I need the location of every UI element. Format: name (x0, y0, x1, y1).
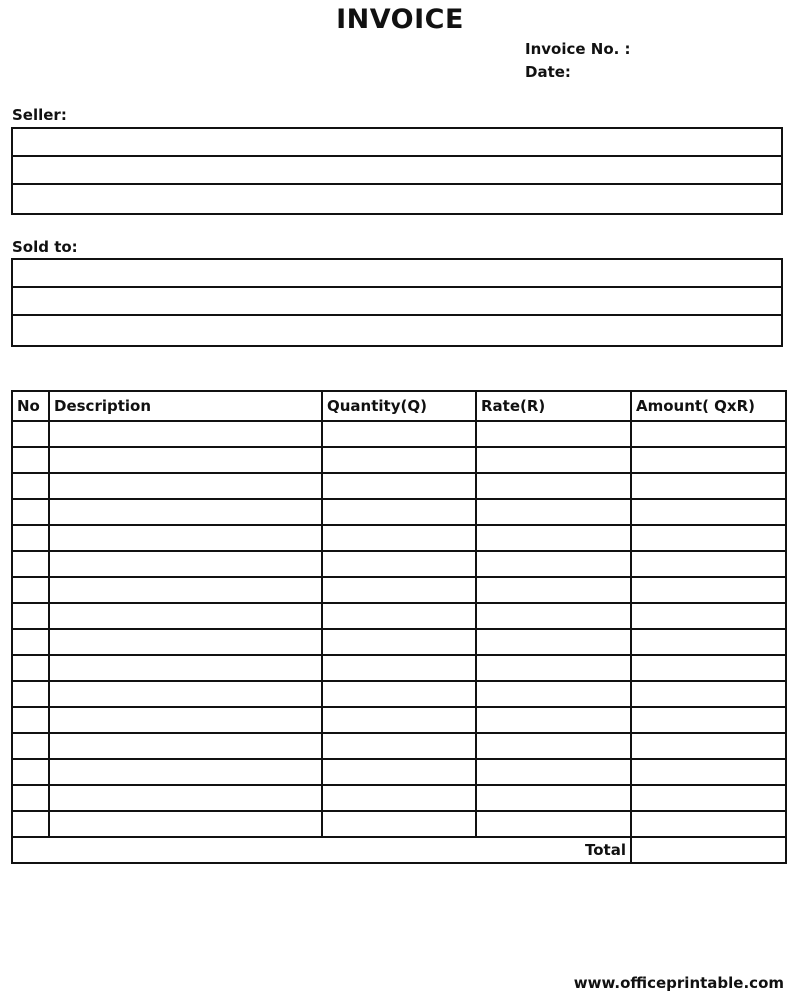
seller-line-1[interactable] (13, 129, 781, 157)
table-row (12, 421, 786, 447)
no-cell[interactable] (12, 785, 49, 811)
no-cell[interactable] (12, 811, 49, 837)
amount-cell[interactable] (631, 473, 786, 499)
total-amount-cell[interactable] (631, 837, 786, 863)
quantity-cell[interactable] (322, 525, 476, 551)
table-row (12, 525, 786, 551)
seller-line-2[interactable] (13, 157, 781, 185)
rate-cell[interactable] (476, 655, 631, 681)
table-row (12, 759, 786, 785)
amount-cell[interactable] (631, 577, 786, 603)
description-cell[interactable] (49, 681, 322, 707)
description-cell[interactable] (49, 499, 322, 525)
description-cell[interactable] (49, 551, 322, 577)
sold-to-line-2[interactable] (13, 288, 781, 316)
invoice-date-label: Date: (525, 63, 571, 81)
description-cell[interactable] (49, 473, 322, 499)
quantity-cell[interactable] (322, 473, 476, 499)
amount-cell[interactable] (631, 525, 786, 551)
table-header-row (12, 391, 786, 421)
seller-line-3[interactable] (13, 185, 781, 213)
description-cell[interactable] (49, 577, 322, 603)
quantity-cell[interactable] (322, 681, 476, 707)
no-cell[interactable] (12, 577, 49, 603)
rate-cell[interactable] (476, 577, 631, 603)
description-cell[interactable] (49, 421, 322, 447)
table-row (12, 603, 786, 629)
footer-website: www.officeprintable.com (573, 974, 784, 992)
amount-cell[interactable] (631, 759, 786, 785)
no-cell[interactable] (12, 473, 49, 499)
total-row (12, 837, 786, 863)
quantity-cell[interactable] (322, 655, 476, 681)
rate-cell[interactable] (476, 629, 631, 655)
no-cell[interactable] (12, 681, 49, 707)
no-cell[interactable] (12, 655, 49, 681)
description-cell[interactable] (49, 785, 322, 811)
invoice-title: INVOICE (336, 4, 464, 35)
no-cell[interactable] (12, 525, 49, 551)
table-row (12, 811, 786, 837)
table-row (12, 473, 786, 499)
rate-cell[interactable] (476, 707, 631, 733)
quantity-cell[interactable] (322, 811, 476, 837)
no-cell[interactable] (12, 499, 49, 525)
seller-lines (11, 127, 783, 215)
table-row (12, 655, 786, 681)
quantity-cell[interactable] (322, 707, 476, 733)
sold-to-lines (11, 258, 783, 347)
rate-cell[interactable] (476, 551, 631, 577)
description-cell[interactable] (49, 629, 322, 655)
quantity-cell[interactable] (322, 629, 476, 655)
rate-cell[interactable] (476, 733, 631, 759)
table-row (12, 733, 786, 759)
amount-cell[interactable] (631, 655, 786, 681)
quantity-cell[interactable] (322, 733, 476, 759)
seller-label: Seller: (12, 106, 67, 124)
amount-cell[interactable] (631, 629, 786, 655)
no-cell[interactable] (12, 629, 49, 655)
invoice-number-label: Invoice No. : (525, 40, 631, 58)
rate-cell[interactable] (476, 811, 631, 837)
rate-cell[interactable] (476, 785, 631, 811)
quantity-cell[interactable] (322, 447, 476, 473)
description-cell[interactable] (49, 707, 322, 733)
amount-cell[interactable] (631, 551, 786, 577)
amount-cell[interactable] (631, 603, 786, 629)
description-cell[interactable] (49, 525, 322, 551)
rate-cell[interactable] (476, 499, 631, 525)
table-row (12, 551, 786, 577)
quantity-cell[interactable] (322, 577, 476, 603)
column-header-rate: Rate(R) (476, 391, 631, 421)
description-cell[interactable] (49, 603, 322, 629)
rate-cell[interactable] (476, 473, 631, 499)
description-cell[interactable] (49, 759, 322, 785)
amount-cell[interactable] (631, 499, 786, 525)
amount-cell[interactable] (631, 421, 786, 447)
sold-to-line-1[interactable] (13, 260, 781, 288)
sold-to-label: Sold to: (12, 238, 78, 256)
amount-cell[interactable] (631, 733, 786, 759)
table-row (12, 577, 786, 603)
rate-cell[interactable] (476, 681, 631, 707)
table-row (12, 629, 786, 655)
table-row (12, 499, 786, 525)
rate-cell[interactable] (476, 759, 631, 785)
quantity-cell[interactable] (322, 499, 476, 525)
no-cell[interactable] (12, 603, 49, 629)
quantity-cell[interactable] (322, 785, 476, 811)
table-row (12, 681, 786, 707)
column-header-quantity: Quantity(Q) (322, 391, 476, 421)
quantity-cell[interactable] (322, 551, 476, 577)
rate-cell[interactable] (476, 603, 631, 629)
no-cell[interactable] (12, 551, 49, 577)
quantity-cell[interactable] (322, 759, 476, 785)
amount-cell[interactable] (631, 707, 786, 733)
quantity-cell[interactable] (322, 603, 476, 629)
no-cell[interactable] (12, 733, 49, 759)
no-cell[interactable] (12, 759, 49, 785)
amount-cell[interactable] (631, 447, 786, 473)
no-cell[interactable] (12, 421, 49, 447)
rate-cell[interactable] (476, 421, 631, 447)
description-cell[interactable] (49, 811, 322, 837)
table-row (12, 707, 786, 733)
total-label: Total (12, 837, 631, 863)
table-row (12, 447, 786, 473)
no-cell[interactable] (12, 707, 49, 733)
amount-cell[interactable] (631, 811, 786, 837)
column-header-amount: Amount( QxR) (631, 391, 786, 421)
description-cell[interactable] (49, 733, 322, 759)
column-header-no: No (12, 391, 49, 421)
rate-cell[interactable] (476, 525, 631, 551)
amount-cell[interactable] (631, 785, 786, 811)
sold-to-line-3[interactable] (13, 316, 781, 344)
items-table (11, 390, 787, 864)
amount-cell[interactable] (631, 681, 786, 707)
description-cell[interactable] (49, 655, 322, 681)
column-header-description: Description (49, 391, 322, 421)
table-row (12, 785, 786, 811)
no-cell[interactable] (12, 447, 49, 473)
description-cell[interactable] (49, 447, 322, 473)
quantity-cell[interactable] (322, 421, 476, 447)
rate-cell[interactable] (476, 447, 631, 473)
